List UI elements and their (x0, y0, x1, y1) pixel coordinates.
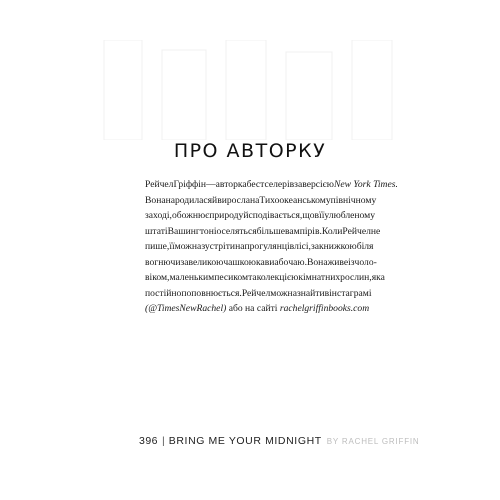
bio-word: знайти (296, 287, 325, 299)
bio-word: віком, (145, 272, 170, 284)
bio-word: за (180, 256, 189, 268)
bio-word: біля (356, 241, 374, 253)
bio-word: можна (270, 287, 297, 299)
bio-word: за (294, 179, 303, 190)
bio-word: бестселерів (246, 179, 295, 190)
bio-line (145, 208, 376, 224)
bio-word: версією (302, 179, 334, 190)
bio-word: Рейчел (241, 287, 271, 299)
bio-word: можна (174, 241, 202, 253)
page-heading: ПРО АВТОРКУ (173, 140, 327, 162)
bio-line (145, 286, 372, 302)
bio-word: штаті (145, 225, 168, 237)
bio-word: народилася (165, 194, 213, 206)
bio-word: Гріффін (173, 179, 207, 190)
bio-word: лісі, (294, 241, 311, 253)
bio-word: книжкою (319, 241, 357, 253)
bio-word: великою (188, 256, 224, 268)
bio-word: її (319, 210, 325, 222)
bio-word: на (250, 194, 260, 206)
bio-text: або на сайті (226, 303, 280, 315)
bio-word: — (206, 179, 216, 190)
bio-word: й (243, 210, 249, 222)
bio-word: Тихоокеанському (259, 194, 331, 206)
bio-word: постійно (145, 287, 182, 299)
bio-word: її (169, 241, 175, 253)
bio-word: Вона (306, 256, 328, 268)
bio-word: північному (330, 194, 377, 206)
bio-word: кави (255, 256, 275, 268)
bio-word: Рейчел (342, 225, 371, 237)
page-number: 396 (139, 435, 159, 447)
bio-word: авторка (215, 179, 247, 190)
bio-line (145, 255, 377, 271)
bio-word: сподівається, (248, 210, 303, 222)
bio-word: улюбленому (324, 210, 376, 222)
bio-word: в (324, 287, 330, 299)
bio-word: природу (209, 210, 244, 222)
bio-word: в (314, 210, 320, 222)
bio-word: чаю. (288, 256, 307, 268)
bio-word: вогню (145, 256, 171, 268)
bio-word: виросла (217, 194, 250, 206)
bio-word: що (302, 210, 315, 222)
bio-word: більше (256, 225, 285, 237)
bio-word: із (348, 256, 355, 268)
running-footer (139, 435, 420, 447)
bio-line (145, 270, 385, 286)
bio-word: колекцією (256, 272, 299, 284)
bio-word: яка (371, 272, 385, 284)
bio-word: живе (327, 256, 349, 268)
bio-word: поповнюється. (181, 287, 242, 299)
bio-word: Коли (321, 225, 343, 237)
bio-word: прогулянці (244, 241, 290, 253)
bio-word: чи (170, 256, 181, 268)
bio-word: й (212, 194, 218, 206)
bio-word: та (248, 272, 257, 284)
bio-italic-text: (@TimesNewRachel) (145, 303, 227, 315)
author-credit: BY RACHEL GRIFFIN (326, 436, 420, 446)
bio-line (145, 224, 381, 240)
bio-line (145, 301, 370, 317)
bio-word: рослин, (340, 272, 372, 284)
bio-word: в (289, 241, 295, 253)
bio-word: кімнатних (298, 272, 341, 284)
bio-word: песиком (214, 272, 249, 284)
bio-word: оселяться (216, 225, 257, 237)
faded-title-watermark (96, 40, 404, 140)
bio-italic-text: New York Times. (333, 179, 398, 190)
bio-word: пише, (145, 241, 170, 253)
bio-word: Вона (145, 194, 166, 206)
bio-word: чашкою (223, 256, 256, 268)
bio-word: маленьким (169, 272, 215, 284)
bio-word: чоло- (354, 256, 377, 268)
bio-word: інстаграмі (329, 287, 372, 299)
bio-line (145, 239, 374, 255)
footer-separator: | (162, 435, 165, 447)
bio-word: заході, (145, 210, 172, 222)
bio-line (145, 193, 377, 209)
bio-italic-text: rachelgriffinbooks.com (279, 303, 370, 315)
bio-word: обожнює (171, 210, 210, 222)
bio-word: Рейчел (145, 179, 174, 190)
bio-word: зустріти (201, 241, 236, 253)
bio-word: Вашингтоні (167, 225, 217, 237)
book-title: BRING ME YOUR MIDNIGHT (168, 435, 322, 447)
bio-word: за (310, 241, 320, 253)
bio-line (145, 177, 398, 193)
bio-word: вампірів. (284, 225, 322, 237)
bio-word: або (274, 256, 289, 268)
bio-word: на (235, 241, 245, 253)
author-bio (145, 177, 398, 317)
bio-word: не (370, 225, 381, 237)
